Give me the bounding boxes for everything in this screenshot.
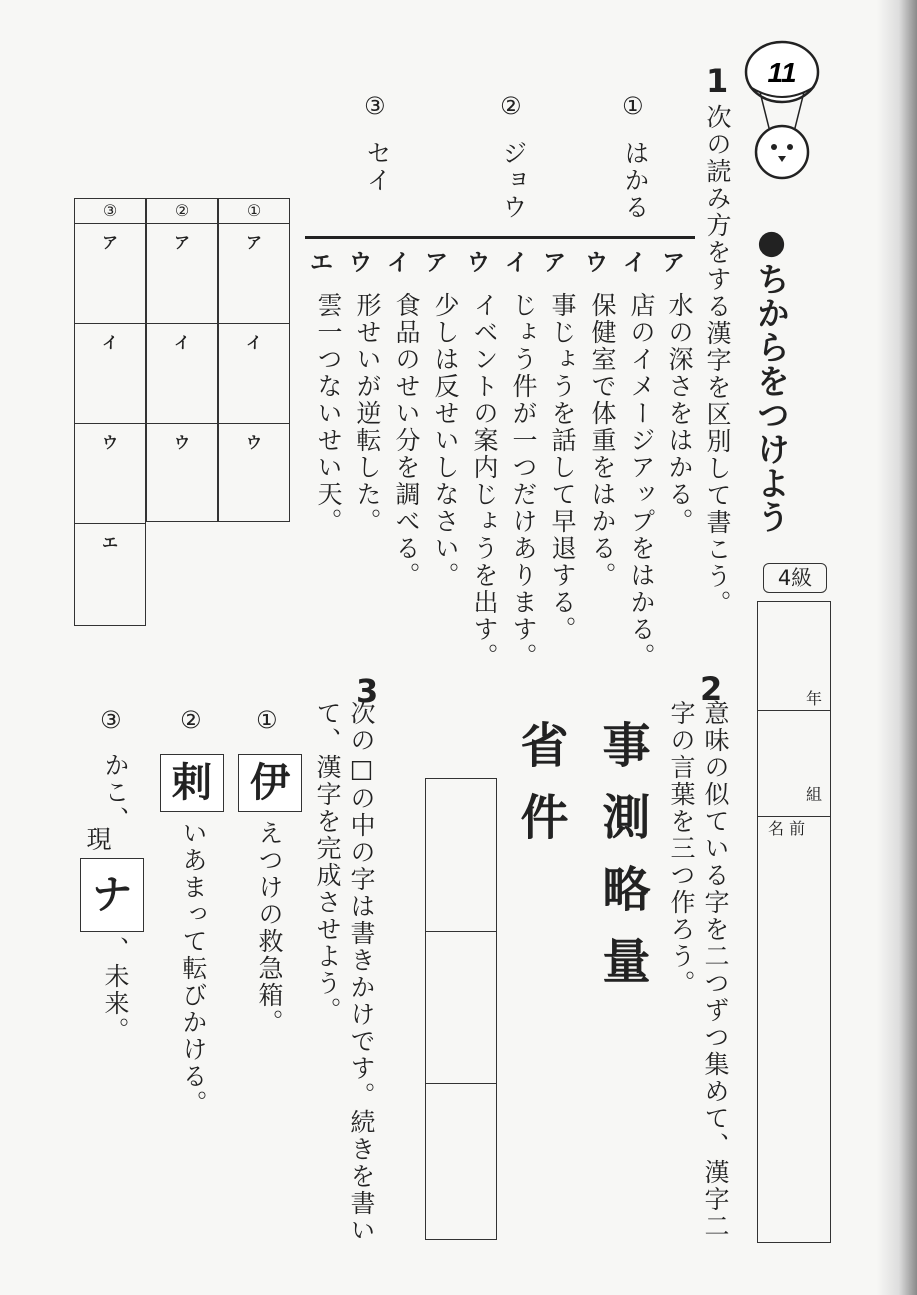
section-2-number: 2 — [700, 670, 723, 708]
answer-header: ② — [174, 201, 190, 220]
q1-reading: はかる — [621, 140, 650, 221]
divider-line — [305, 236, 695, 239]
s3-q1-label: ① — [256, 706, 278, 734]
sentence-4: 事じょうを話して早退する。 — [548, 292, 577, 643]
answer-cell[interactable]: イ — [147, 323, 217, 423]
s3-q1-text: えつけの救急箱。 — [255, 820, 284, 1036]
answer-table — [74, 198, 290, 626]
class-label: 組 — [806, 785, 823, 804]
page-binding — [877, 0, 917, 1295]
name-box[interactable] — [757, 601, 831, 1243]
sentence-7: 少しは反せいしなさい。 — [431, 292, 460, 589]
section-3-number: 3 — [356, 672, 379, 710]
option: ウ — [585, 250, 608, 276]
sentence-5: じょう件が一つだけあります。 — [509, 292, 538, 670]
sentence-2: 店のイメージアップをはかる。 — [627, 292, 656, 670]
page-number: 11 — [767, 57, 797, 88]
answer-column-2[interactable] — [146, 198, 218, 522]
option: イ — [623, 250, 646, 276]
answer-cell[interactable]: ア — [147, 223, 217, 323]
answer-cell[interactable]: ウ — [147, 423, 217, 523]
kanji-list-2: 省件 — [512, 720, 568, 864]
q1-label: ① — [622, 92, 644, 120]
option: イ — [387, 250, 410, 276]
kanji-answer-box[interactable] — [425, 778, 497, 1240]
section-3-instruction: 次の□の中の字は書きかけです。続きを書いて、漢字を完成させよう。 — [313, 700, 376, 1244]
sentence-10: 雲一つないせい天。 — [314, 292, 343, 535]
s3-q3-text: 、未来。 — [101, 936, 130, 1044]
option: イ — [505, 250, 528, 276]
option: エ — [310, 250, 333, 276]
answer-column-3[interactable] — [74, 198, 146, 626]
incomplete-kanji-box[interactable]: ナ — [80, 858, 144, 932]
answer-cell[interactable]: ア — [75, 223, 145, 323]
option: ア — [543, 250, 566, 276]
q2-reading: ジョウ — [499, 140, 528, 221]
incomplete-kanji-box[interactable]: 伊 — [238, 754, 302, 812]
answer-cell[interactable]: エ — [75, 523, 145, 625]
q2-label: ② — [500, 92, 522, 120]
section-2-instruction: 意味の似ている字を二つずつ集めて、漢字二字の言葉を三つ作ろう。 — [667, 700, 730, 1240]
sentence-1: 水の深さをはかる。 — [665, 292, 694, 535]
answer-cell[interactable]: ウ — [219, 423, 289, 523]
section-1-instruction: 次の読み方をする漢字を区別して書こう。 — [703, 104, 732, 617]
sentence-9: 形せいが逆転した。 — [353, 292, 382, 535]
sentence-8: 食品のせい分を調べる。 — [392, 292, 421, 589]
answer-cell[interactable]: イ — [75, 323, 145, 423]
option: ア — [425, 250, 448, 276]
option: ア — [662, 250, 685, 276]
chick-mascot-icon — [740, 32, 820, 182]
answer-cell[interactable]: イ — [219, 323, 289, 423]
incomplete-kanji-box[interactable]: 剌 — [160, 754, 224, 812]
answer-column-1[interactable] — [218, 198, 290, 522]
answer-header: ① — [246, 201, 262, 220]
page-title: ●ちからをつけよう — [752, 222, 791, 534]
option: ウ — [467, 250, 490, 276]
q3-label: ③ — [364, 92, 386, 120]
name-label: 名 前 — [768, 819, 806, 838]
answer-cell[interactable]: ウ — [75, 423, 145, 523]
answer-cell[interactable]: ア — [219, 223, 289, 323]
s3-q2-text: いあまって転びかける。 — [179, 820, 208, 1117]
sentence-6: イベントの案内じょうを出す。 — [470, 292, 499, 670]
s3-q3-word: 現 — [83, 826, 112, 853]
grade-badge: 4級 — [763, 563, 827, 593]
s3-q2-label: ② — [180, 706, 202, 734]
s3-q3-label: ③ — [100, 706, 122, 734]
sentence-3: 保健室で体重をはかる。 — [588, 292, 617, 589]
answer-header: ③ — [102, 201, 118, 220]
option: ウ — [349, 250, 372, 276]
kanji-list-1: 事測略量 — [594, 720, 650, 1008]
section-1-number: 1 — [706, 62, 729, 100]
s3-q3-prefix: かこ、 — [101, 752, 130, 833]
year-label: 年 — [806, 689, 823, 708]
q3-reading: セイ — [363, 140, 392, 194]
